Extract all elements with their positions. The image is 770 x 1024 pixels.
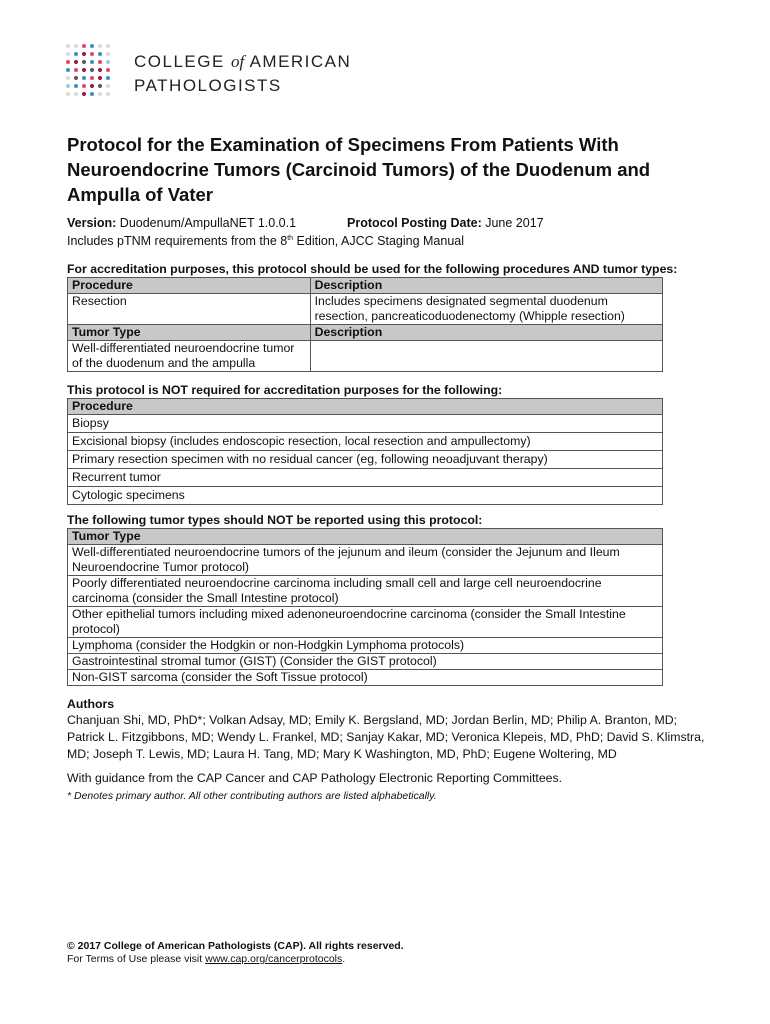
logo-dot [106,52,110,56]
cap-logo [66,44,366,104]
logo-dot [66,60,70,64]
logo-dot [82,44,86,48]
logo-dot [74,60,78,64]
logo-dot [82,84,86,88]
list-item: Non-GIST sarcoma (consider the Soft Tissue protocol) [68,670,663,686]
table-row [68,415,663,433]
tumor-type-header: Tumor Type [68,529,663,545]
logo-dot [106,44,110,48]
list-item: Cytologic specimens [68,487,663,505]
table-row [68,399,663,415]
logo-dot [98,60,102,64]
logo-dot [66,68,70,72]
logo-dot [82,92,86,96]
description-cell: Includes specimens designated segmental duodenum resection, pancreaticoduodenectomy (Whipple resection) [310,294,662,325]
not-required-heading: This protocol is NOT required for accreditation purposes for the following: [67,383,503,397]
accreditation-heading: For accreditation purposes, this protocol should be used for the following procedures AND tumor types: [67,262,678,276]
list-item: Poorly differentiated neuroendocrine carcinoma including small cell and large cell neuroendocrine carcinoma (consider the Small Intestine protocol) [68,576,663,607]
copyright: © 2017 College of American Pathologists (CAP). All rights reserved. [67,940,404,952]
cancer-protocols-link[interactable]: www.cap.org/cancerprotocols [205,953,343,965]
description-header: Description [310,278,662,294]
authors-list: Chanjuan Shi, MD, PhD*; Volkan Adsay, MD; Emily K. Bergsland, MD; Jordan Berlin, MD; Philip A. Branton, MD; Patrick L. Fitzgibbons, MD; Wendy L. Frankel, MD; Sanjay Kakar, MD; Veronica Klepeis, MD, PhD; David S. Klimstra, MD; Joseph T. Lewis, MD; Laura H. Tang, MD; Mary K Washington, MD, PhD; Eugene Woltering, MD [67,713,705,761]
logo-dot [98,44,102,48]
logo-dot-grid-icon [66,44,114,100]
logo-dot [98,68,102,72]
page-title: Protocol for the Examination of Specimens From Patients With Neuroendocrine Tumors (Carcinoid Tumors) of the Duodenum and Ampulla of Vater [67,134,651,205]
logo-dot [106,76,110,80]
accreditation-table [67,277,663,372]
list-item: Gastrointestinal stromal tumor (GIST) (Consider the GIST protocol) [68,654,663,670]
table-row [68,451,663,469]
tumor-type-header: Tumor Type [68,325,311,341]
authors-heading: Authors [67,697,115,711]
logo-dot [66,76,70,80]
procedure-cell: Resection [68,294,311,325]
logo-dot [98,76,102,80]
logo-dot [106,92,110,96]
logo-dot [90,68,94,72]
logo-dot [66,84,70,88]
tumor-type-cell: Well-differentiated neuroendocrine tumor of the duodenum and the ampulla [68,341,311,372]
procedure-header: Procedure [68,399,663,415]
logo-dot [106,68,110,72]
tumor-description-header: Description [310,325,662,341]
table-row [68,487,663,505]
logo-dot [66,44,70,48]
posting-date: Protocol Posting Date: June 2017 [347,216,544,230]
table-row [68,607,663,638]
logo-line-1: COLLEGE of AMERICAN [134,52,352,71]
table-row [68,433,663,451]
logo-dot [90,52,94,56]
list-item: Other epithelial tumors including mixed adenoneuroendocrine carcinoma (consider the Small Intestine protocol) [68,607,663,638]
table-row [68,325,663,341]
table-row [68,529,663,545]
terms-of-use [67,953,345,965]
list-item: Biopsy [68,415,663,433]
logo-dot [74,84,78,88]
list-item: Well-differentiated neuroendocrine tumors of the jejunum and ileum (consider the Jejunum and Ileum Neuroendocrine Tumor protocol) [68,545,663,576]
logo-dot [98,84,102,88]
logo-dot [90,44,94,48]
logo-dot [82,52,86,56]
table-row [68,294,663,325]
table-row [68,654,663,670]
logo-dot [106,60,110,64]
table-row [68,638,663,654]
table-row [68,545,663,576]
primary-author-note: * Denotes primary author. All other contributing authors are listed alphabetically. [67,790,437,802]
table-row [68,341,663,372]
logo-dot [66,92,70,96]
logo-dot [98,92,102,96]
list-item: Lymphoma (consider the Hodgkin or non-Hodgkin Lymphoma protocols) [68,638,663,654]
table-row [68,670,663,686]
terms-prefix: For Terms of Use please visit [67,953,206,965]
logo-dot [90,60,94,64]
not-reported-heading: The following tumor types should NOT be reported using this protocol: [67,513,483,527]
tumor-description-cell [310,341,662,372]
logo-dot [74,68,78,72]
not-required-table [67,398,663,505]
table-row [68,576,663,607]
logo-dot [90,92,94,96]
table-row [68,278,663,294]
logo-line-2: PATHOLOGISTS [134,76,282,95]
list-item: Primary resection specimen with no residual cancer (eg, following neoadjuvant therapy) [68,451,663,469]
includes-line: Includes pTNM requirements from the 8th Edition, AJCC Staging Manual [67,234,465,249]
not-reported-table [67,528,663,686]
logo-dot [90,76,94,80]
logo-dot [74,52,78,56]
logo-dot [82,68,86,72]
logo-dot [82,76,86,80]
list-item: Recurrent tumor [68,469,663,487]
list-item: Excisional biopsy (includes endoscopic resection, local resection and ampullectomy) [68,433,663,451]
table-row [68,469,663,487]
logo-dot [106,84,110,88]
logo-dot [74,44,78,48]
guidance-text: With guidance from the CAP Cancer and CAP Pathology Electronic Reporting Committees. [67,771,563,785]
logo-dot [98,52,102,56]
terms-suffix: . [342,953,346,965]
logo-dot [74,92,78,96]
procedure-header: Procedure [68,278,311,294]
logo-dot [66,52,70,56]
logo-dot [74,76,78,80]
logo-dot [90,84,94,88]
version-line: Version: Duodenum/AmpullaNET 1.0.0.1 [67,216,297,230]
logo-dot [82,60,86,64]
